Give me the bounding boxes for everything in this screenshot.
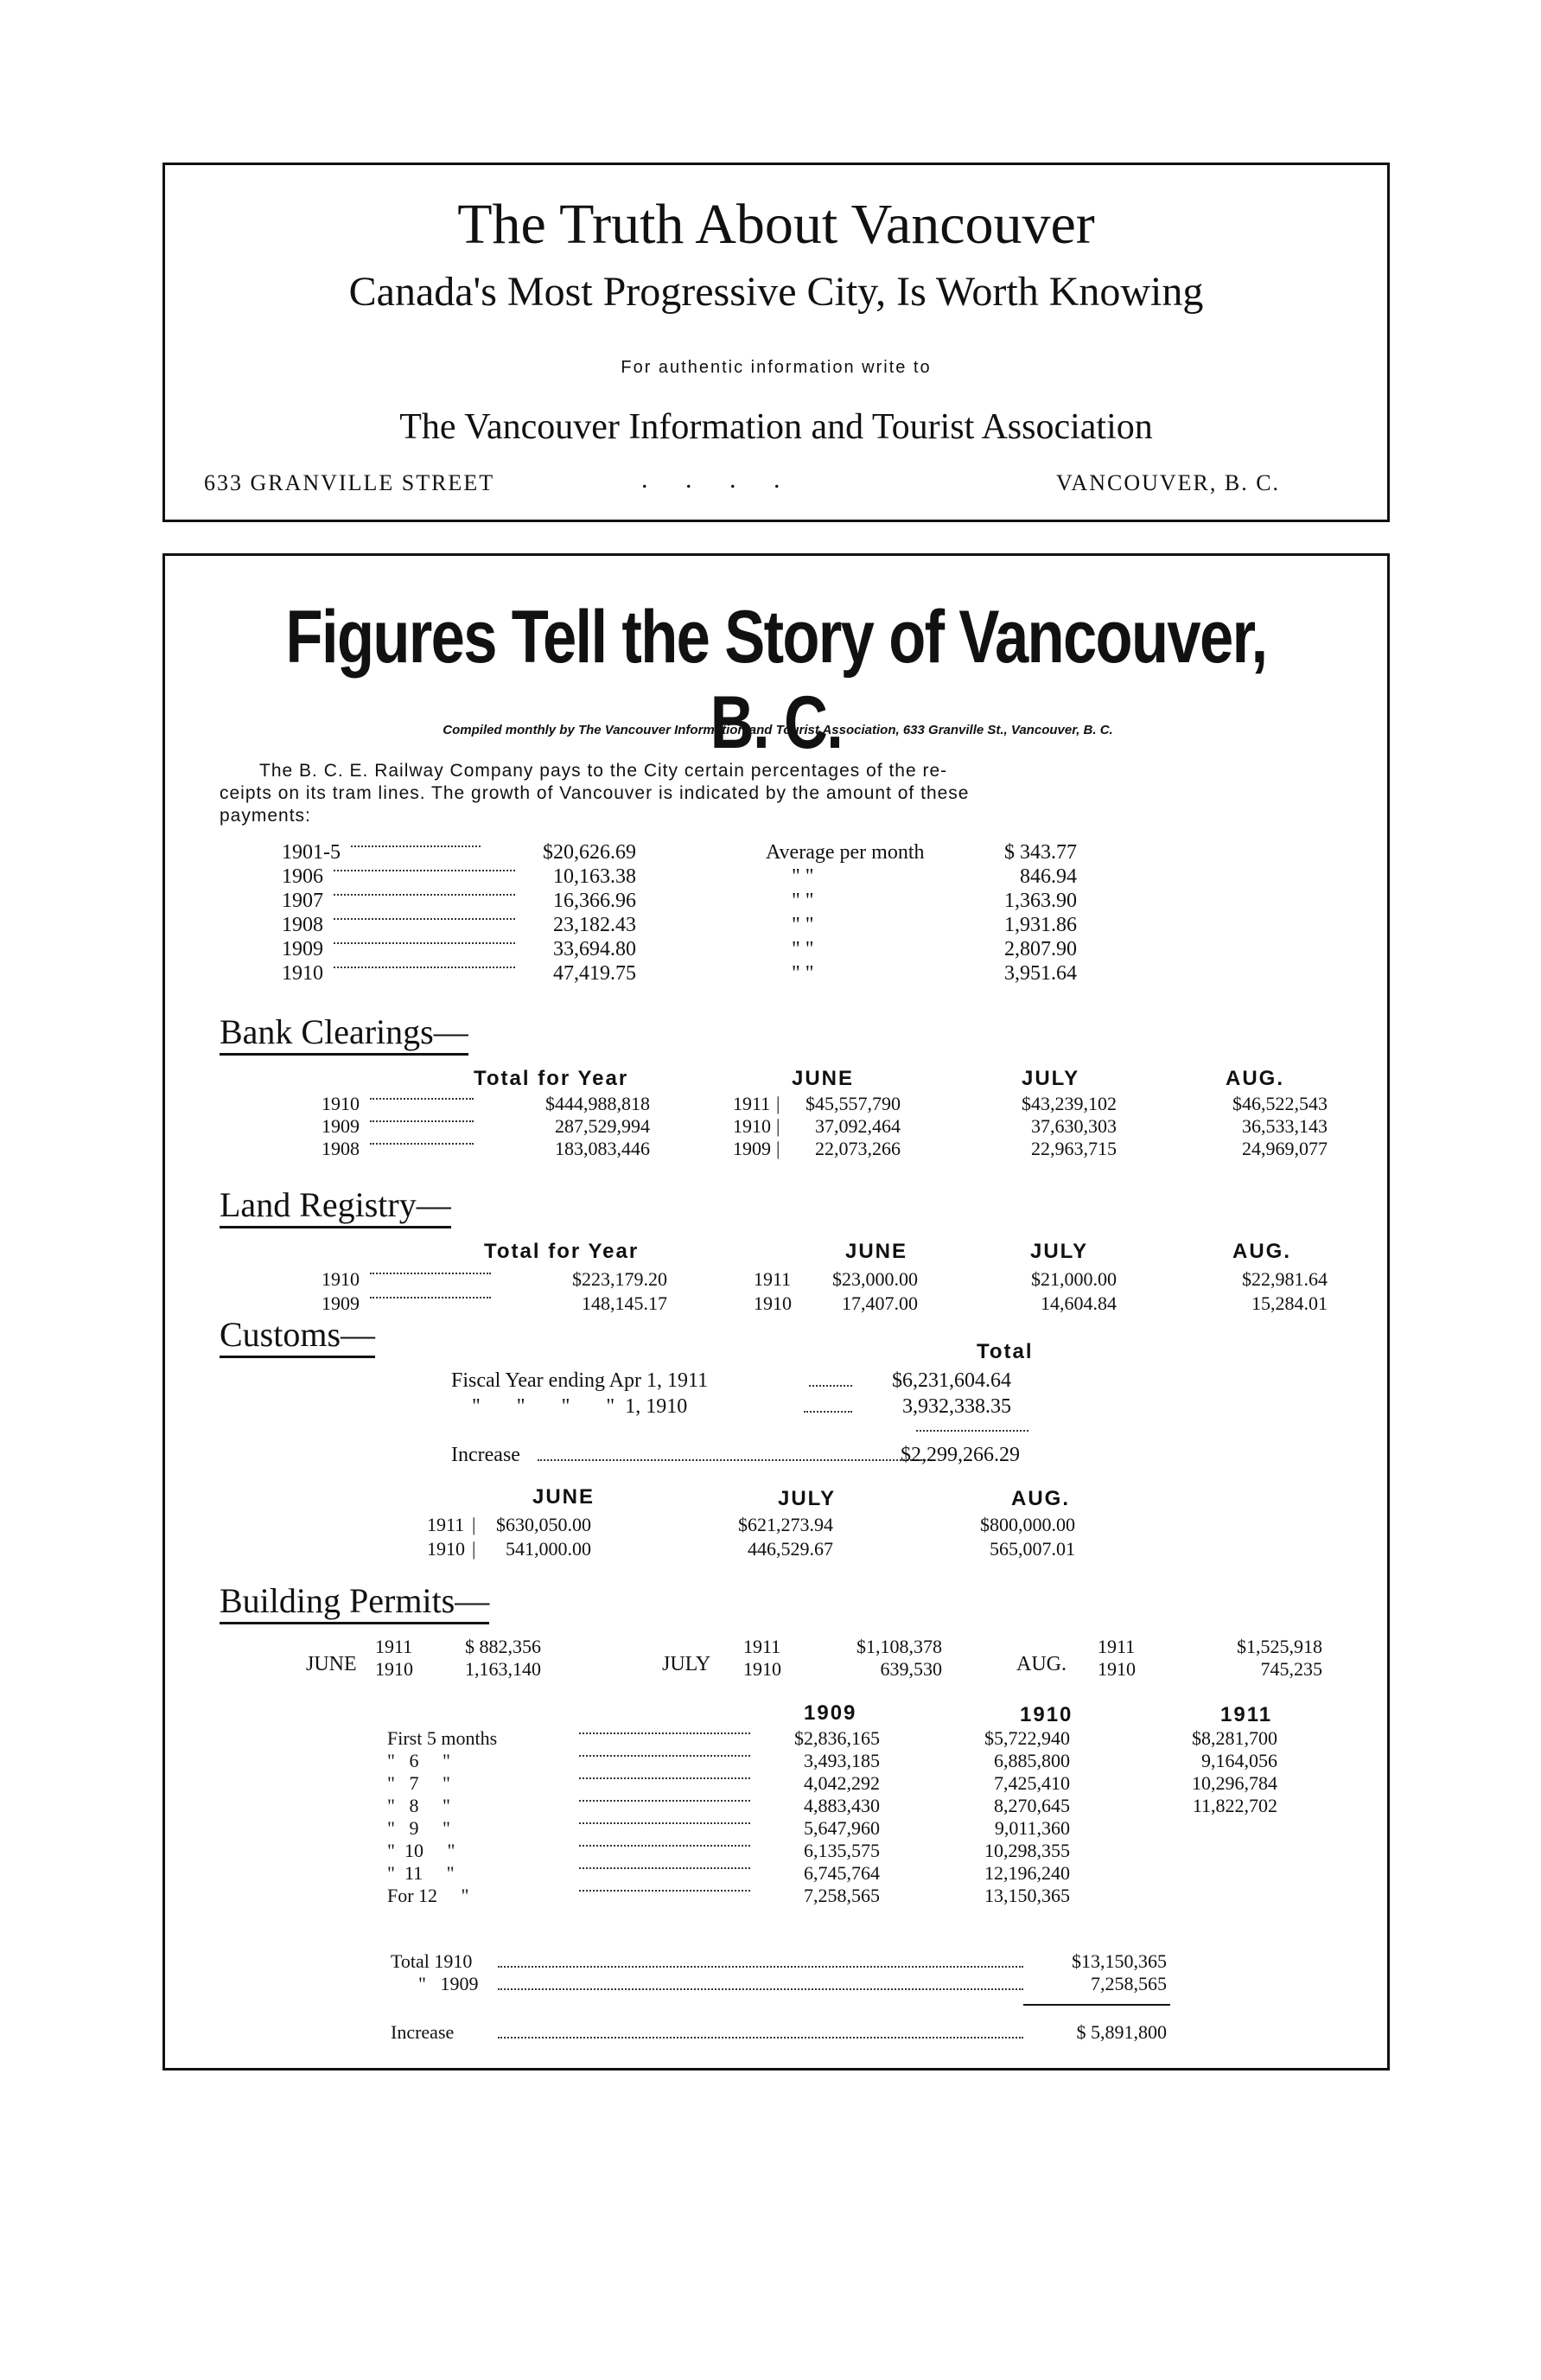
tram-year: 1901-5 xyxy=(282,841,341,864)
dot-leader xyxy=(579,1867,750,1869)
bp-total-1910-label: Total 1910 xyxy=(391,1950,473,1972)
year-cell: 1910 xyxy=(322,1268,360,1290)
dot-leader xyxy=(579,1732,750,1734)
month-year-cell: 1909 xyxy=(733,1138,771,1159)
dot-leader xyxy=(579,1845,750,1847)
tram-year: 1907 xyxy=(282,890,323,912)
dot-leader xyxy=(809,1385,852,1387)
customs-july-header: JULY xyxy=(778,1487,837,1510)
ad-subtitle: Canada's Most Progressive City, Is Worth Knowing xyxy=(348,269,1204,315)
tram-row xyxy=(282,889,1232,913)
table-row xyxy=(387,1862,1381,1885)
avg-label: " " xyxy=(792,962,814,985)
v1910-cell: 13,150,365 xyxy=(984,1885,1070,1906)
intro-line-2: ceipts on its tram lines. The growth of Vancouver is indicated by the amount of these xyxy=(220,783,970,803)
avg-value: $ 343.77 xyxy=(1004,841,1077,864)
bank-aug-header: AUG. xyxy=(1226,1067,1284,1090)
v1909-cell: 7,258,565 xyxy=(804,1885,880,1906)
v1910-cell: 7,425,410 xyxy=(994,1772,1070,1794)
table-row xyxy=(387,1840,1381,1862)
v1910-cell: 8,270,645 xyxy=(994,1795,1070,1816)
intro-line-3: payments: xyxy=(220,806,311,826)
dot-leader xyxy=(370,1297,491,1298)
june-cell: 17,407.00 xyxy=(842,1292,918,1314)
dot-leader xyxy=(579,1777,750,1779)
bp-aug-1911-year: 1911 xyxy=(1098,1636,1136,1657)
land-registry-heading: Land Registry— xyxy=(220,1184,451,1228)
col-1910-header: 1910 xyxy=(1020,1703,1073,1726)
bp-july-1910-year: 1910 xyxy=(743,1658,781,1680)
july-cell: 14,604.84 xyxy=(1041,1292,1117,1314)
year-cell: 1910 xyxy=(427,1538,465,1560)
customs-monthly-table xyxy=(427,1513,1118,1561)
v1910-cell: 12,196,240 xyxy=(984,1862,1070,1884)
dot-leader xyxy=(579,1890,750,1892)
dot-leader xyxy=(579,1822,750,1824)
year-cell: 1908 xyxy=(322,1138,360,1159)
table-row xyxy=(322,1292,1359,1316)
dot-leader xyxy=(370,1098,474,1100)
bracket: | xyxy=(776,1115,780,1137)
building-permits-heading: Building Permits— xyxy=(220,1580,489,1624)
tram-row xyxy=(282,840,1232,865)
table-row xyxy=(387,1727,1381,1750)
july-cell: 446,529.67 xyxy=(748,1538,833,1560)
bracket: | xyxy=(776,1093,780,1114)
bp-increase-label: Increase xyxy=(391,2021,455,2043)
bank-table xyxy=(322,1093,1359,1160)
v1911-cell: 9,164,056 xyxy=(1201,1750,1277,1771)
june-cell: $45,557,790 xyxy=(806,1093,901,1114)
avg-label: " " xyxy=(792,914,814,936)
month-year-cell: 1911 xyxy=(733,1093,771,1114)
july-cell: $43,239,102 xyxy=(1022,1093,1117,1114)
dot-leader xyxy=(498,2037,1023,2039)
aug-cell: 15,284.01 xyxy=(1251,1292,1328,1314)
bp-july-1910-value: 639,530 xyxy=(880,1658,942,1680)
year-cell: 1909 xyxy=(322,1115,360,1137)
total-cell: $223,179.20 xyxy=(572,1268,667,1290)
dot-leader xyxy=(579,1800,750,1802)
land-table xyxy=(322,1267,1359,1316)
year-cell: 1911 xyxy=(427,1514,465,1535)
month-label: " 7 " xyxy=(387,1772,450,1794)
month-year-cell: 1910 xyxy=(754,1292,792,1314)
v1909-cell: 4,042,292 xyxy=(804,1772,880,1794)
building-monthly-table xyxy=(387,1727,1381,1907)
dot-leader xyxy=(498,1988,1023,1990)
june-cell: 37,092,464 xyxy=(815,1115,901,1137)
tram-table xyxy=(282,840,1232,986)
ad-title: The Truth About Vancouver xyxy=(457,193,1095,256)
total-cell: $444,988,818 xyxy=(545,1093,650,1114)
sum-rule xyxy=(1023,2004,1170,2006)
bp-aug-1910-year: 1910 xyxy=(1098,1658,1136,1680)
dot-leader xyxy=(370,1120,474,1122)
bp-july-label: JULY xyxy=(662,1653,711,1675)
bp-june-1910-year: 1910 xyxy=(375,1658,413,1680)
avg-label: " " xyxy=(792,865,814,888)
tram-year: 1908 xyxy=(282,914,323,936)
avg-value: 2,807.90 xyxy=(1004,938,1077,960)
july-cell: $21,000.00 xyxy=(1031,1268,1117,1290)
month-label: " 8 " xyxy=(387,1795,450,1816)
june-cell: $630,050.00 xyxy=(496,1514,591,1535)
v1910-cell: 9,011,360 xyxy=(994,1817,1070,1839)
land-total-header: Total for Year xyxy=(484,1240,640,1263)
total-cell: 183,083,446 xyxy=(555,1138,650,1159)
table-row xyxy=(387,1885,1381,1907)
ad-organization: The Vancouver Information and Tourist Association xyxy=(399,407,1153,447)
bank-july-header: JULY xyxy=(1022,1067,1080,1090)
month-label: For 12 " xyxy=(387,1885,469,1906)
bank-total-header: Total for Year xyxy=(474,1067,629,1090)
june-cell: $23,000.00 xyxy=(832,1268,918,1290)
total-cell: 287,529,994 xyxy=(555,1115,650,1137)
bp-june-1910-value: 1,163,140 xyxy=(465,1658,541,1680)
dot-leader xyxy=(804,1411,852,1413)
tram-amount: 16,366.96 xyxy=(553,890,636,912)
dot-leader xyxy=(498,1966,1023,1968)
customs-increase-label: Increase xyxy=(451,1444,520,1466)
table-row xyxy=(322,1267,1359,1292)
v1910-cell: 10,298,355 xyxy=(984,1840,1070,1861)
sum-rule xyxy=(916,1430,1028,1432)
bp-aug-1911-value: $1,525,918 xyxy=(1237,1636,1322,1657)
month-label: " 6 " xyxy=(387,1750,450,1771)
v1909-cell: 6,745,764 xyxy=(804,1862,880,1884)
bracket: | xyxy=(472,1538,476,1560)
bank-clearings-heading: Bank Clearings— xyxy=(220,1011,468,1056)
avg-label: " " xyxy=(792,938,814,960)
month-label: " 10 " xyxy=(387,1840,455,1861)
dot-leader xyxy=(579,1755,750,1757)
bank-june-header: JUNE xyxy=(792,1067,855,1090)
col-1911-header: 1911 xyxy=(1220,1703,1273,1726)
month-label: First 5 months xyxy=(387,1727,498,1749)
bp-june-1911-year: 1911 xyxy=(375,1636,413,1657)
land-june-header: JUNE xyxy=(845,1240,908,1263)
aug-cell: $800,000.00 xyxy=(980,1514,1075,1535)
avg-value: 3,951.64 xyxy=(1004,962,1077,985)
v1911-cell: 11,822,702 xyxy=(1192,1795,1277,1816)
fiscal-1911-value: $6,231,604.64 xyxy=(892,1369,1011,1392)
ad-address: 633 GRANVILLE STREET xyxy=(204,470,495,495)
customs-total-header: Total xyxy=(977,1340,1034,1363)
table-row xyxy=(387,1750,1381,1772)
july-cell: 37,630,303 xyxy=(1031,1115,1117,1137)
aug-cell: $22,981.64 xyxy=(1242,1268,1328,1290)
customs-heading: Customs— xyxy=(220,1314,375,1358)
tram-amount: 10,163.38 xyxy=(553,865,636,888)
aug-cell: 24,969,077 xyxy=(1242,1138,1328,1159)
customs-june-header: JUNE xyxy=(532,1485,595,1509)
customs-aug-header: AUG. xyxy=(1011,1487,1070,1510)
bp-aug-1910-value: 745,235 xyxy=(1260,1658,1322,1680)
tram-amount: $20,626.69 xyxy=(543,841,636,864)
col-1909-header: 1909 xyxy=(804,1701,857,1725)
bp-total-1910-value: $13,150,365 xyxy=(1072,1950,1167,1972)
tram-year: 1909 xyxy=(282,938,323,960)
tram-amount: 47,419.75 xyxy=(553,962,636,985)
july-cell: 22,963,715 xyxy=(1031,1138,1117,1159)
month-label: " 9 " xyxy=(387,1817,450,1839)
bp-june-label: JUNE xyxy=(306,1653,357,1675)
dot-leader xyxy=(370,1143,474,1145)
table-row xyxy=(427,1537,1118,1561)
intro-line-1: The B. C. E. Railway Company pays to the City certain percentages of the re- xyxy=(259,761,948,781)
year-cell: 1909 xyxy=(322,1292,360,1314)
tram-amount: 33,694.80 xyxy=(553,938,636,960)
aug-cell: $46,522,543 xyxy=(1232,1093,1328,1114)
year-cell: 1910 xyxy=(322,1093,360,1114)
tram-row xyxy=(282,937,1232,961)
v1909-cell: 3,493,185 xyxy=(804,1750,880,1771)
fiscal-1911-label: Fiscal Year ending Apr 1, 1911 xyxy=(451,1369,709,1392)
bracket: | xyxy=(472,1514,476,1535)
v1910-cell: 6,885,800 xyxy=(994,1750,1070,1771)
dot-leader xyxy=(370,1273,491,1274)
avg-label: Average per month xyxy=(766,841,925,864)
tram-amount: 23,182.43 xyxy=(553,914,636,936)
bp-total-1909-value: 7,258,565 xyxy=(1091,1973,1167,1994)
june-cell: 22,073,266 xyxy=(815,1138,901,1159)
table-row xyxy=(387,1795,1381,1817)
bp-increase-value: $ 5,891,800 xyxy=(1076,2021,1167,2043)
aug-cell: 36,533,143 xyxy=(1242,1115,1328,1137)
v1909-cell: 6,135,575 xyxy=(804,1840,880,1861)
table-row xyxy=(322,1138,1359,1160)
table-row xyxy=(322,1115,1359,1138)
bp-july-1911-value: $1,108,378 xyxy=(856,1636,942,1657)
month-label: " 11 " xyxy=(387,1862,455,1884)
bp-aug-label: AUG. xyxy=(1016,1653,1067,1675)
fiscal-1910-label: " " " " 1, 1910 xyxy=(472,1395,688,1418)
month-year-cell: 1910 xyxy=(733,1115,771,1137)
bp-july-1911-year: 1911 xyxy=(743,1636,781,1657)
bp-june-1911-value: $ 882,356 xyxy=(465,1636,541,1657)
july-cell: $621,273.94 xyxy=(738,1514,833,1535)
ad-city: VANCOUVER, B. C. xyxy=(1056,470,1281,495)
avg-label: " " xyxy=(792,890,814,912)
v1911-cell: $8,281,700 xyxy=(1192,1727,1277,1749)
aug-cell: 565,007.01 xyxy=(990,1538,1075,1560)
avg-value: 846.94 xyxy=(1020,865,1077,888)
ad-write-to: For authentic information write to xyxy=(621,358,932,377)
avg-value: 1,363.90 xyxy=(1004,890,1077,912)
v1909-cell: $2,836,165 xyxy=(794,1727,880,1749)
total-cell: 148,145.17 xyxy=(582,1292,667,1314)
avg-value: 1,931.86 xyxy=(1004,914,1077,936)
land-aug-header: AUG. xyxy=(1232,1240,1291,1263)
tram-year: 1910 xyxy=(282,962,323,985)
month-year-cell: 1911 xyxy=(754,1268,792,1290)
table-row xyxy=(387,1817,1381,1840)
fiscal-1910-value: 3,932,338.35 xyxy=(902,1395,1011,1418)
bracket: | xyxy=(776,1138,780,1159)
tram-year: 1906 xyxy=(282,865,323,888)
tram-row xyxy=(282,961,1232,986)
june-cell: 541,000.00 xyxy=(506,1538,591,1560)
table-row xyxy=(322,1093,1359,1115)
v1909-cell: 5,647,960 xyxy=(804,1817,880,1839)
tram-row xyxy=(282,865,1232,889)
tram-row xyxy=(282,913,1232,937)
v1911-cell: 10,296,784 xyxy=(1192,1772,1277,1794)
table-row xyxy=(427,1513,1118,1537)
v1909-cell: 4,883,430 xyxy=(804,1795,880,1816)
compiled-note: Compiled monthly by The Vancouver Information and Tourist Association, 633 Granville St., Vancouver, B. C. xyxy=(443,723,1113,737)
land-july-header: JULY xyxy=(1030,1240,1089,1263)
headline: Figures Tell the Story of Vancouver, B. C. xyxy=(285,596,1267,764)
ad-dots: . . . . xyxy=(641,465,796,494)
bp-total-1909-label: " 1909 xyxy=(418,1973,479,1994)
v1910-cell: $5,722,940 xyxy=(984,1727,1070,1749)
table-row xyxy=(387,1772,1381,1795)
customs-increase-value: $2,299,266.29 xyxy=(901,1444,1020,1466)
